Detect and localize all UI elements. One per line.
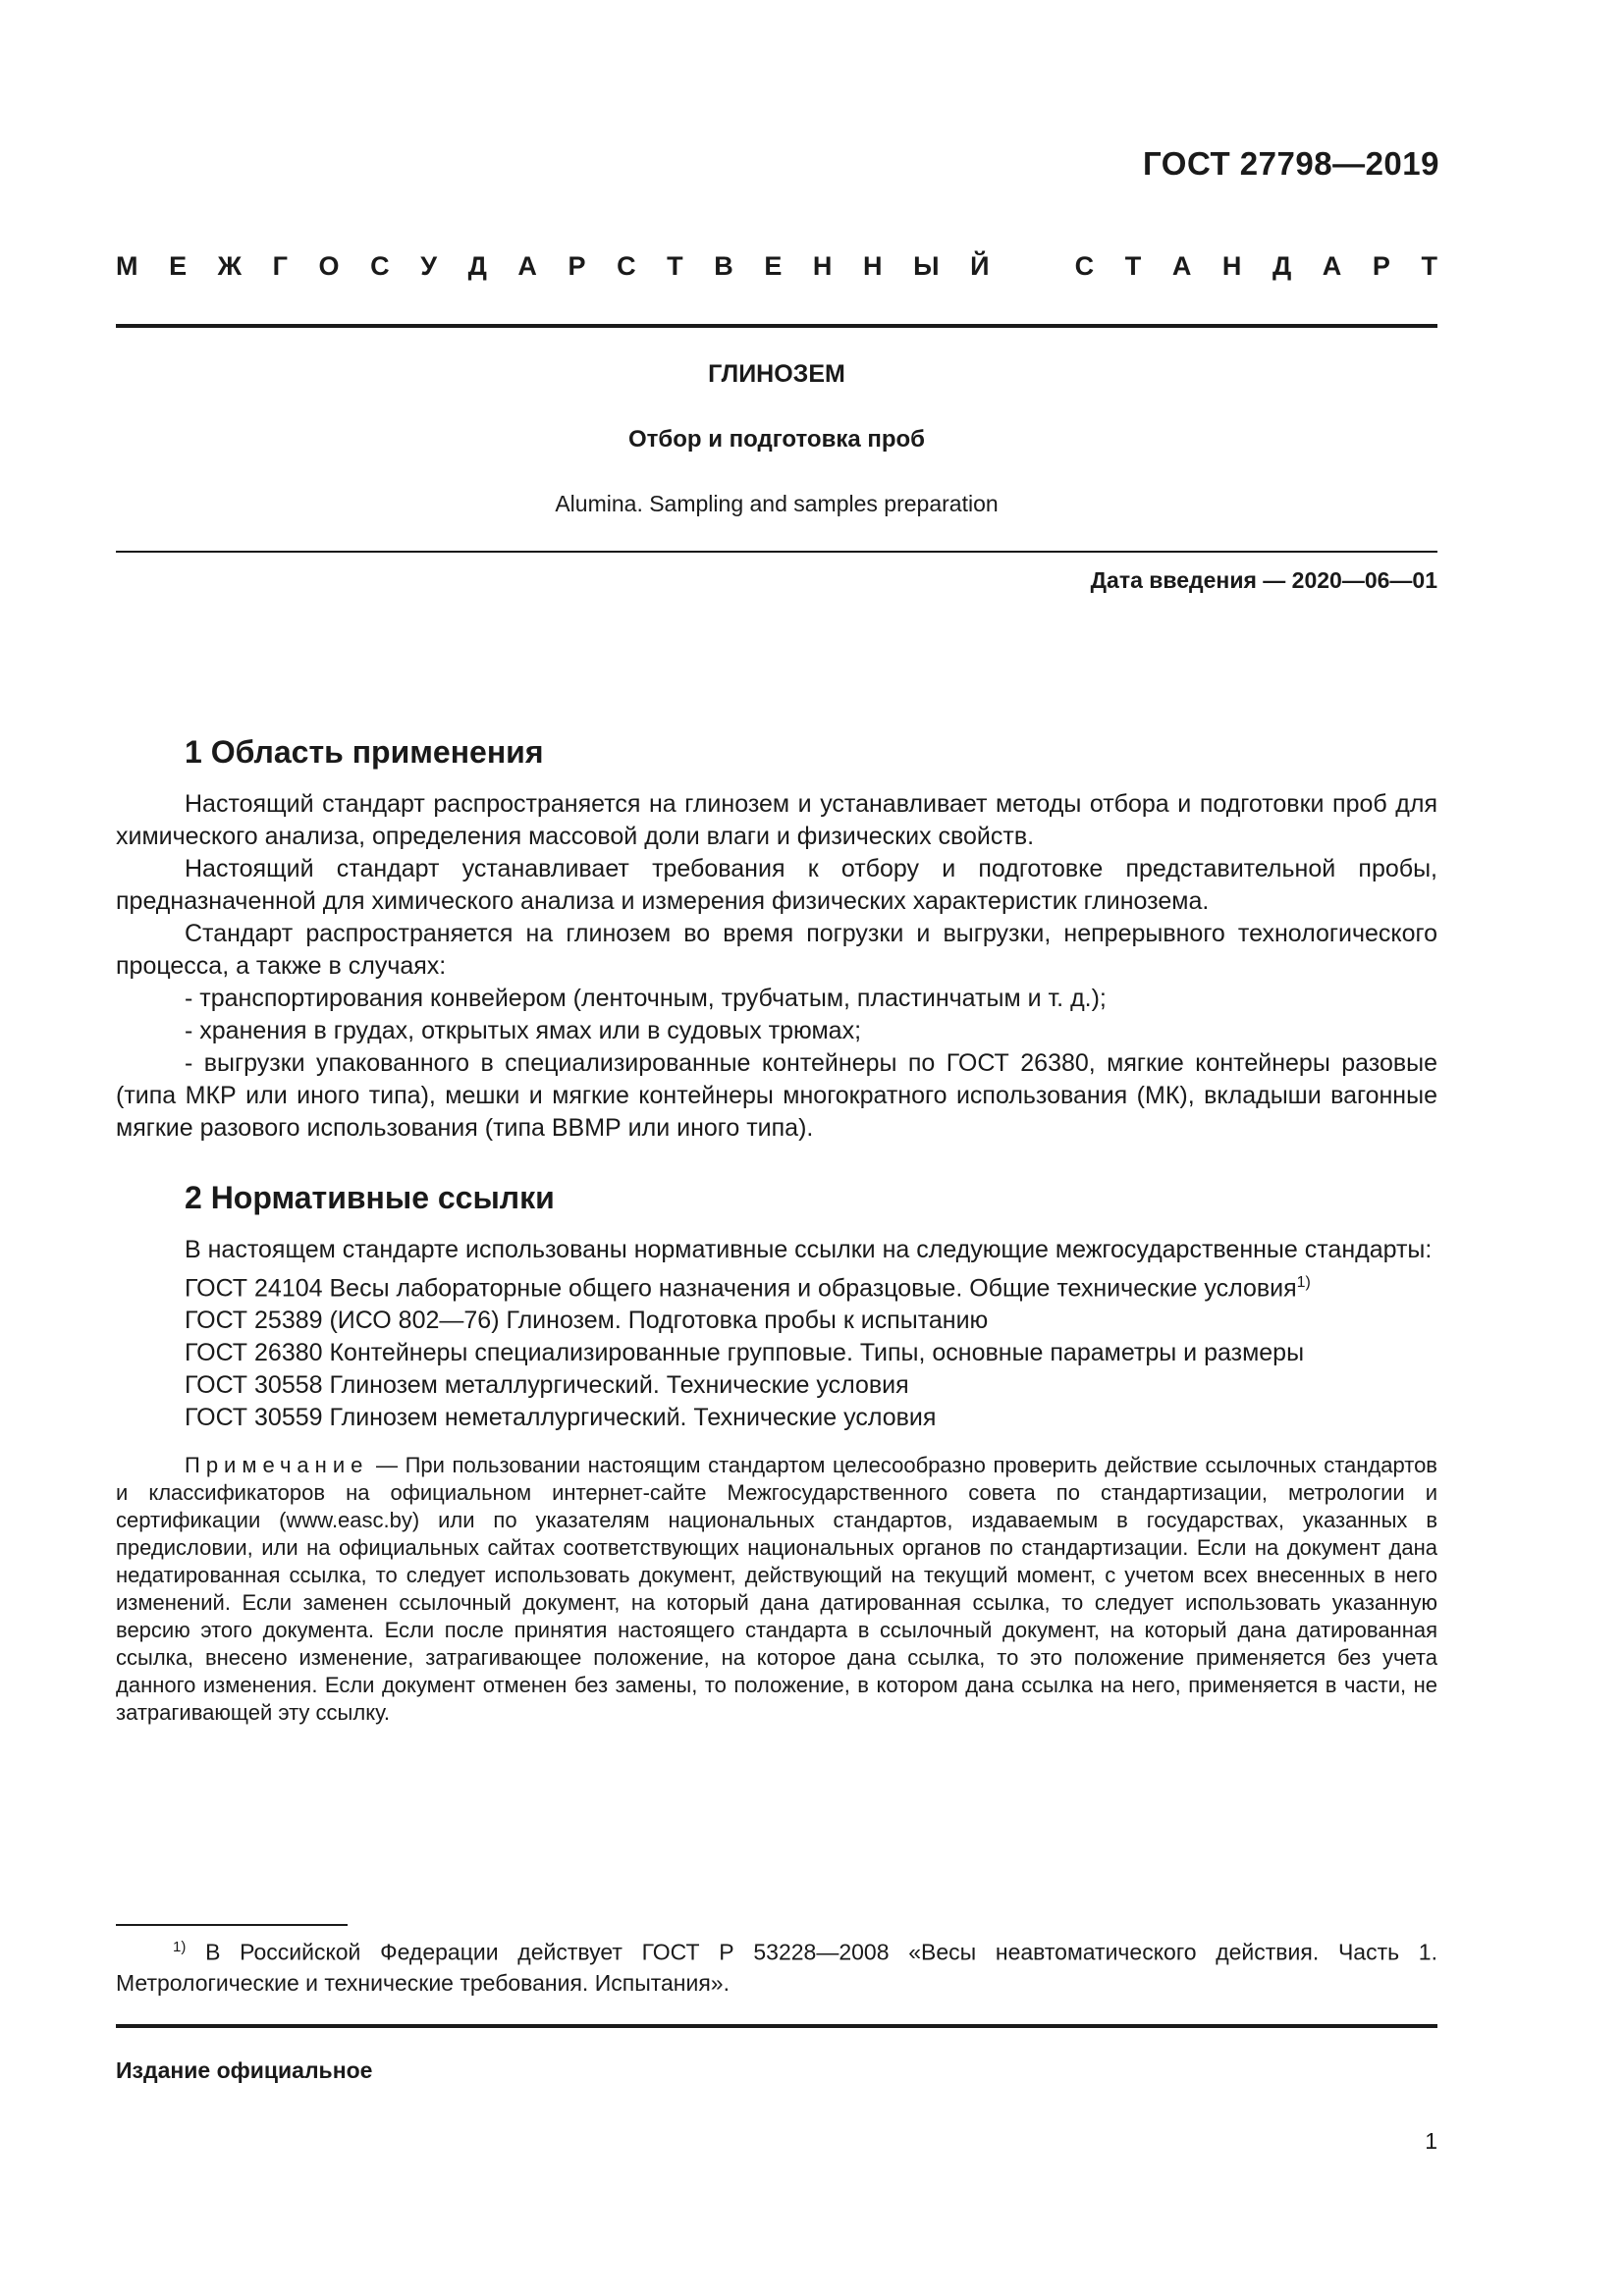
section-2-paragraph: В настоящем стандарте использованы нормативные ссылки на следующие межгосударственные стандарты: xyxy=(185,1236,1433,1263)
banner-letter: М xyxy=(116,251,138,281)
section-1-paragraph: Стандарт распространяется на глинозем во время погрузки и выгрузки, непрерывного технологического процесса, а также в случаях: xyxy=(116,920,1437,980)
official-edition-label: Издание официальное xyxy=(116,2057,373,2083)
banner-letter: Р xyxy=(1372,251,1390,281)
footnote xyxy=(116,1932,1437,1999)
banner-letter: Й xyxy=(970,251,990,281)
banner-letter: Т xyxy=(1124,251,1142,281)
document-title-english: Alumina. Sampling and samples preparation xyxy=(555,491,999,516)
banner-letter: В xyxy=(714,251,733,281)
banner-gap xyxy=(1020,251,1044,282)
footer-rule xyxy=(116,2024,1437,2028)
banner-letter: С xyxy=(370,251,390,281)
normative-reference-item: ГОСТ 30559 Глинозем неметаллургический. Технические условия xyxy=(185,1404,937,1432)
footnote-rule xyxy=(116,1924,348,1926)
reference-text: ГОСТ 24104 Весы лабораторные общего назначения и образцовые. Общие технические условия xyxy=(185,1274,1297,1303)
footnote-text: В Российской Федерации действует ГОСТ Р 53228—2008 «Весы неавтоматического действия. Часть 1. Метрологические и технические требования. Испытания». xyxy=(116,1939,1437,1996)
banner-letter: У xyxy=(420,251,438,281)
banner-letter: А xyxy=(517,251,537,281)
banner-letter: Н xyxy=(812,251,833,281)
reference-note xyxy=(116,1452,1437,1727)
banner-letter: Ы xyxy=(913,251,940,281)
banner-letter: Е xyxy=(764,251,783,281)
banner-letter: А xyxy=(1171,251,1192,281)
banner-letter: О xyxy=(318,251,340,281)
banner-letter: Н xyxy=(863,251,883,281)
banner-letter: Д xyxy=(1272,251,1292,281)
banner-letter: Т xyxy=(1421,251,1437,281)
section-1-bullet: - транспортирования конвейером (ленточным, трубчатым, пластинчатым и т. д.); xyxy=(185,985,1107,1012)
section-1-paragraph: Настоящий стандарт устанавливает требования к отбору и подготовке представительной пробы, предназначенной для химического анализа и измерения физических характеристик глинозема. xyxy=(116,855,1437,915)
section-1-paragraph: Настоящий стандарт распространяется на глинозем и устанавливает методы отбора и подготовки проб для химического анализа, определения массовой доли влаги и физических свойств. xyxy=(116,790,1437,850)
banner-letter: Т xyxy=(667,251,683,281)
document-subtitle: Отбор и подготовка проб xyxy=(628,426,925,453)
banner-letter: Р xyxy=(568,251,586,281)
introduction-date: Дата введения — 2020—06—01 xyxy=(1090,567,1437,593)
banner-letter: Н xyxy=(1221,251,1242,281)
section-1-bullet: - выгрузки упакованного в специализированные контейнеры по ГОСТ 26380, мягкие контейнеры разовые (типа МКР или иного типа), мешки и мягкие контейнеры многократного использования (МК), вкладыши вагонные мягкие разового использования (типа ВВМР или иного типа). xyxy=(116,1049,1437,1142)
normative-reference-item: ГОСТ 25389 (ИСО 802—76) Глинозем. Подготовка пробы к испытанию xyxy=(185,1307,989,1335)
interstate-standard-banner xyxy=(116,251,1437,282)
banner-letter: А xyxy=(1322,251,1342,281)
banner-letter: С xyxy=(1074,251,1095,281)
banner-letter: С xyxy=(617,251,636,281)
normative-reference-item: ГОСТ 30558 Глинозем металлургический. Технические условия xyxy=(185,1371,909,1400)
document-title: ГЛИНОЗЕМ xyxy=(708,360,845,388)
note-label: Примечание xyxy=(185,1453,369,1478)
banner-letter: Е xyxy=(169,251,188,281)
footnote-number: 1) xyxy=(173,1939,187,1955)
normative-reference-item xyxy=(116,1266,1437,1305)
section-1-heading: 1 Область применения xyxy=(185,734,544,770)
banner-letter: Г xyxy=(272,251,288,281)
banner-letter: Ж xyxy=(217,251,243,281)
normative-reference-list xyxy=(116,1266,1437,1434)
gost-code: ГОСТ 27798—2019 xyxy=(1143,145,1439,182)
section-2-heading: 2 Нормативные ссылки xyxy=(185,1180,555,1215)
main-content xyxy=(116,734,1437,1727)
note-text: — При пользовании настоящим стандартом целесообразно проверить действие ссылочных стандартов и классификаторов на официальном интернет-сайте Межгосударственного совета по стандартизации, метрологии и сертификации (www.easc.by) или по указателям национальных стандартов, издаваемым в государствах, указанных в предисловии, или на официальных сайтах соответствующих национальных органов по стандартизации. Если на документ дана недатированная ссылка, то следует использовать документ, действующий на текущий момент, с учетом всех внесенных в него изменений. Если заменен ссылочный документ, на который дана датированная ссылка, то следует использовать указанную версию этого документа. Если после принятия настоящего стандарта в ссылочный документ, на который дана датированная ссылка, внесено изменение, затрагивающее положение, на которое дана ссылка, то это положение применяется без учета данного изменения. Если документ отменен без замены, то положение, в котором дана ссылка на него, применяется в части, не затрагивающей эту ссылку. xyxy=(116,1453,1437,1726)
page-number: 1 xyxy=(1425,2128,1437,2154)
header-rule xyxy=(116,324,1437,328)
title-rule xyxy=(116,551,1437,553)
section-1-bullet: - хранения в грудах, открытых ямах или в судовых трюмах; xyxy=(185,1017,862,1044)
normative-reference-item: ГОСТ 26380 Контейнеры специализированные групповые. Типы, основные параметры и размеры xyxy=(185,1339,1305,1367)
banner-letter: Д xyxy=(467,251,487,281)
footnote-mark[interactable]: 1) xyxy=(1296,1274,1311,1291)
